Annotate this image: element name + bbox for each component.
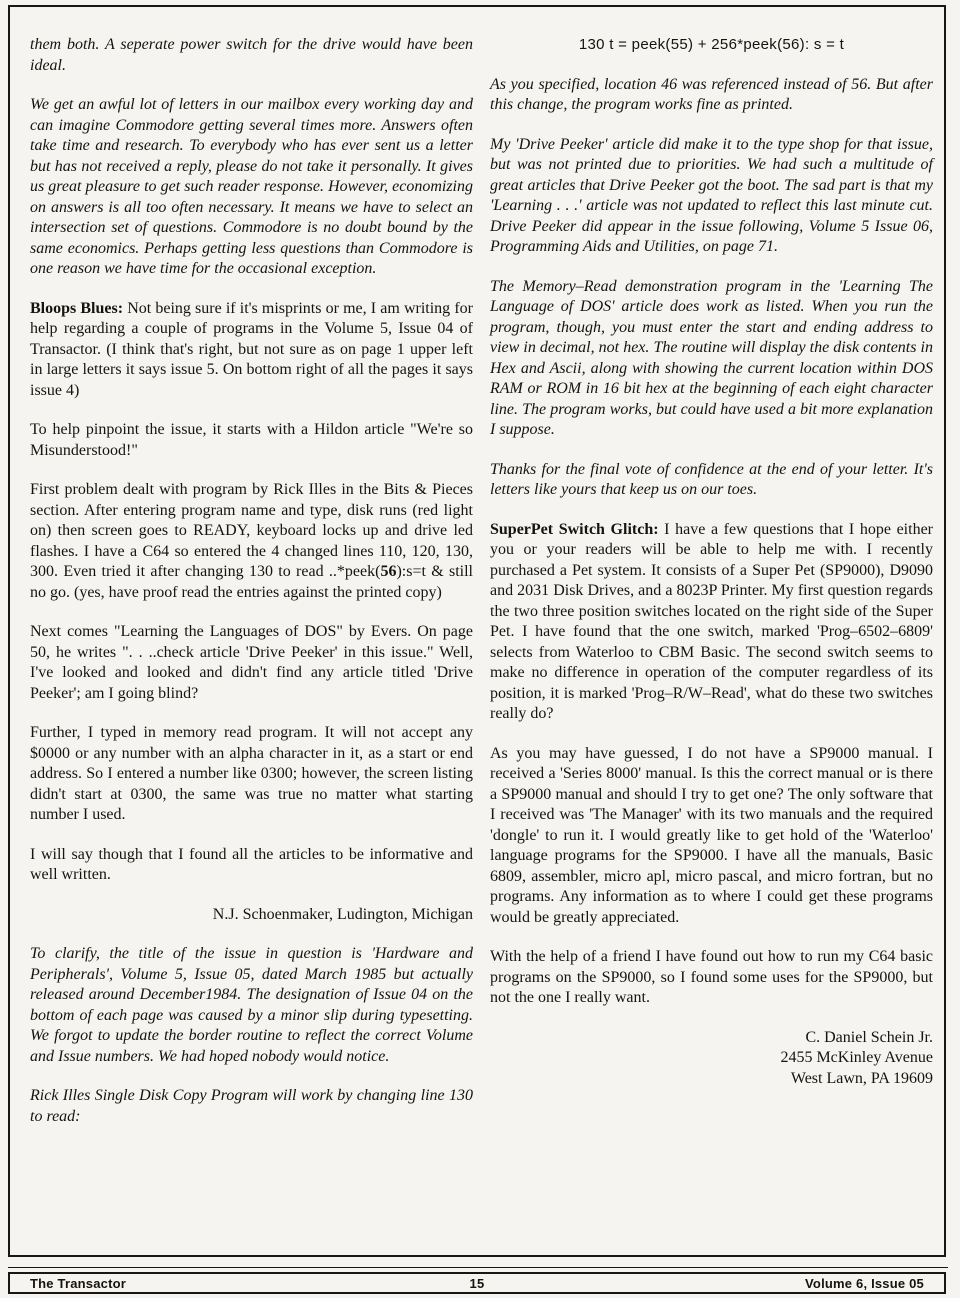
bloops-letter-p4: Next comes "Learning the Languages of DOS" by Evers. On page 50, he writes ". . ..check article 'Drive Peeker' in this issue." Well, I've looked and looked and didn't find any article titled 'Drive Peeker'; am I going blind? — [30, 623, 473, 702]
editor-reply-clarify: To clarify, the title of the issue in question is 'Hardware and Peripherals', Volume 5, Issue 05, dated March 1985 but actually released around December1984. The designation of Issue 04 on the bottom of each page was caused by a minor slip during typesetting. We forgot to update the border routine to reflect the correct Volume and Issue numbers. We had hoped nobody would notice. — [30, 945, 473, 1065]
letter-continuation-paragraph: them both. A seperate power switch for the drive would have been ideal. — [30, 36, 473, 74]
superpet-letter-p1: I have a few questions that I hope either you or your readers will be able to help me with. I recently purchased a Pet system. It consists of a Super Pet (SP9000), D9090 and 2031 Disk Drives, and a 8023P Printer. My first question regards the two three position switches located on the right side of the Super Pet. I have found that the one switch, marked 'Prog–6502–6809' selects from Waterloo to CBM Basic. The second switch seems to make no difference in operation of the computer regardless of its position, it is marked 'Prog–R/W–Read', what do these two switches really do? — [490, 520, 934, 722]
editor-reply-thanks: Thanks for the final vote of confidence at the end of your letter. It's letters like yours that keep us on our toes. — [490, 460, 933, 498]
bloops-letter-p1: Not being sure if it's misprints or me, I am writing for help regarding a couple of programs in the Volume 5, Issue 04 of Transactor. (I think that's right, but not sure as on page 1 upper left in large letters it says issue 5. On bottom right of all the pages it says issue 4) — [30, 299, 473, 399]
bloops-letter-signature: N.J. Schoenmaker, Ludington, Michigan — [212, 905, 473, 923]
signature-street: 2455 McKinley Avenue — [780, 1049, 933, 1066]
bloops-letter-p3 — [30, 480, 473, 603]
page-content-frame — [8, 5, 946, 1257]
signature-city: West Lawn, PA 19609 — [790, 1069, 933, 1087]
signature-name: C. Daniel Schein Jr. — [805, 1028, 933, 1046]
footer-magazine-name: The Transactor — [30, 1275, 126, 1291]
superpet-letter-p3: With the help of a friend I have found out how to run my C64 basic programs on the SP9000, so I found some uses for the SP9000, but not the one I really want. — [490, 948, 933, 1006]
superpet-letter-p2: As you may have guessed, I do not have a SP9000 manual. I received a 'Series 8000' manual. Is this the correct manual or is there a SP9000 manual and should I try to get one? The only software that I received was 'The Manager' with its two manuals and the required 'dongle' to run it. I would greatly like to get hold of the 'Waterloo' language programs for the SP9000. I have all the manuals, Basic 6809, assembler, micro apl, micro pascal, and micro fortran, but no programs. Any information as to where I could get these programs would be greatly appreciated. — [490, 744, 933, 926]
footer-bar — [8, 1272, 946, 1294]
bloops-letter-p6: I will say though that I found all the articles to be informative and well written. — [30, 845, 473, 883]
bloops-letter-title: Bloops Blues: — [30, 299, 124, 317]
bloops-letter-p3-bold: 56 — [380, 563, 397, 580]
superpet-letter-title: SuperPet Switch Glitch: — [490, 520, 659, 538]
bloops-letter-p3-pre: First problem dealt with program by Rick Illes in the Bits & Pieces section. After entering program name and type, disk runs (red light on) then screen goes to READY, keyboard locks up and drive led flashes. I have a C64 so entered the 4 changed lines 110, 120, 130, 300. Even tried it after changing 130 to read ..*peek( — [30, 481, 473, 580]
superpet-letter-signature — [490, 1028, 933, 1090]
bloops-letter-opening — [30, 299, 473, 402]
bloops-letter-p2: To help pinpoint the issue, it starts with a Hildon article "We're so Misunderstood!" — [30, 421, 473, 459]
footer-page-number: 15 — [469, 1275, 485, 1291]
basic-code-line: 130 t = peek(55) + 256*peek(56): s = t — [578, 36, 845, 53]
superpet-letter-opening — [490, 520, 933, 725]
bloops-letter-p5: Further, I typed in memory read program. It will not accept any $0000 or any number with an alpha character in it, as a start or end address. So I entered a number like 0300; however, the screen listing didn't start at 0300, the same was true no matter what starting number I used. — [30, 724, 473, 823]
editor-reply-fix: Rick Illes Single Disk Copy Program will work by changing line 130 to read: — [30, 1087, 473, 1125]
editor-reply-location: As you specified, location 46 was referenced instead of 56. But after this change, the program works fine as printed. — [490, 75, 933, 113]
editor-reply-drive-peeker: My 'Drive Peeker' article did make it to the type shop for that issue, but was not printed due to priorities. We had such a multitude of great articles that Drive Peeker got the boot. The sad part is that my 'Learning . . .' article was not updated to reflect this last minute cut. Drive Peeker did appear in the issue following, Volume 5 Issue 06, Programming Aids and Utilities, on page 71. — [490, 135, 933, 255]
bloops-letter-p3-post: ):s=t & still no go. (yes, have proof read the entries against the printed copy) — [30, 563, 474, 601]
footer-issue-label: Volume 6, Issue 05 — [805, 1275, 924, 1291]
footer-rule — [8, 1267, 948, 1268]
editor-note-mailbox: We get an awful lot of letters in our mailbox every working day and can imagine Commodore getting several times more. Answers often take time and research. To everybody who has ever sent us a letter but has not received a reply, please do not take it personally. It gives us great pleasure to get such reader response. However, economizing on answers is all too often necessary. It means we have to select an intersection set of questions. Commodore is no doubt bound by the same economics. Perhaps getting less questions than Commodore is one reason we have time for the occasional exception. — [30, 96, 473, 277]
editor-reply-memory-read: The Memory–Read demonstration program in the 'Learning The Language of DOS' article does work as listed. When you run the program, though, you must enter the start and ending address to view in decimal, not hex. The routine will display the disk contents in Hex and Ascii, along with showing the current location within DOS RAM or ROM in 16 bit hex at the beginning of each eight character line. The program works, but could have used a bit more explanation I suppose. — [490, 277, 933, 438]
left-column — [30, 35, 473, 1146]
right-column — [490, 35, 933, 1108]
